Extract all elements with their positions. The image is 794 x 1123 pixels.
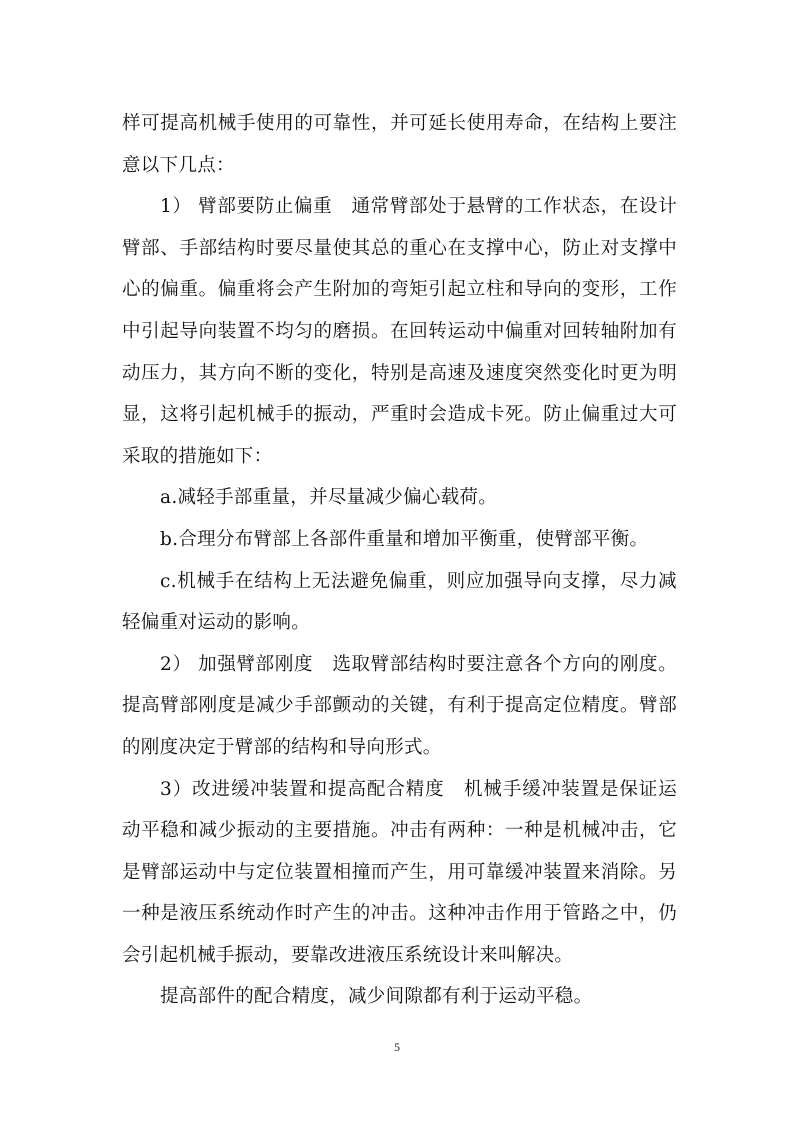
paragraph: 3）改进缓冲装置和提高配合精度 机械手缓冲装置是保证运动平稳和减少振动的主要措施。冲击有两种：一种是机械冲击，它是臂部运动中与定位装置相撞而产生，用可靠缓冲装置来消除。另一种是液压系统动作时产生的冲击。这种冲击作用于管路之中，仍会引起机械手振动，要靠改进液压系统设计来叫解决。 bbox=[122, 778, 677, 966]
list-item: b.合理分布臂部上各部件重量和增加平衡重，使臂部平衡。 bbox=[160, 528, 649, 550]
list-item: a.减轻手部重量，并尽量减少偏心载荷。 bbox=[160, 487, 498, 509]
paragraph: 样可提高机械手使用的可靠性，并可延长使用寿命，在结构上要注意以下几点： bbox=[122, 113, 677, 176]
body-text bbox=[122, 103, 677, 1018]
paragraph: 1） 臂部要防止偏重 通常臂部处于悬臂的工作状态，在设计臂部、手部结构时要尽量使其总的重心在支撑中心，防止对支撑中心的偏重。偏重将会产生附加的弯矩引起立柱和导向的变形，工作中引起导向装置不均匀的磨损。在回转运动中偏重对回转轴附加有动压力，其方向不断的变化，特别是高速及速度突然变化时更为明显，这将引起机械手的振动，严重时会造成卡死。防止偏重过大可采取的措施如下： bbox=[122, 196, 677, 467]
paragraph: 提高部件的配合精度，减少间隙都有利于运动平稳。 bbox=[160, 986, 593, 1008]
page-number: 5 bbox=[394, 1040, 400, 1054]
paragraph: 2） 加强臂部刚度 选取臂部结构时要注意各个方向的刚度。提高臂部刚度是减少手部颤动的关键，有利于提高定位精度。臂部的刚度决定于臂部的结构和导向形式。 bbox=[122, 653, 677, 758]
list-item: c.机械手在结构上无法避免偏重，则应加强导向支撑，尽力减轻偏重对运动的影响。 bbox=[122, 570, 677, 634]
